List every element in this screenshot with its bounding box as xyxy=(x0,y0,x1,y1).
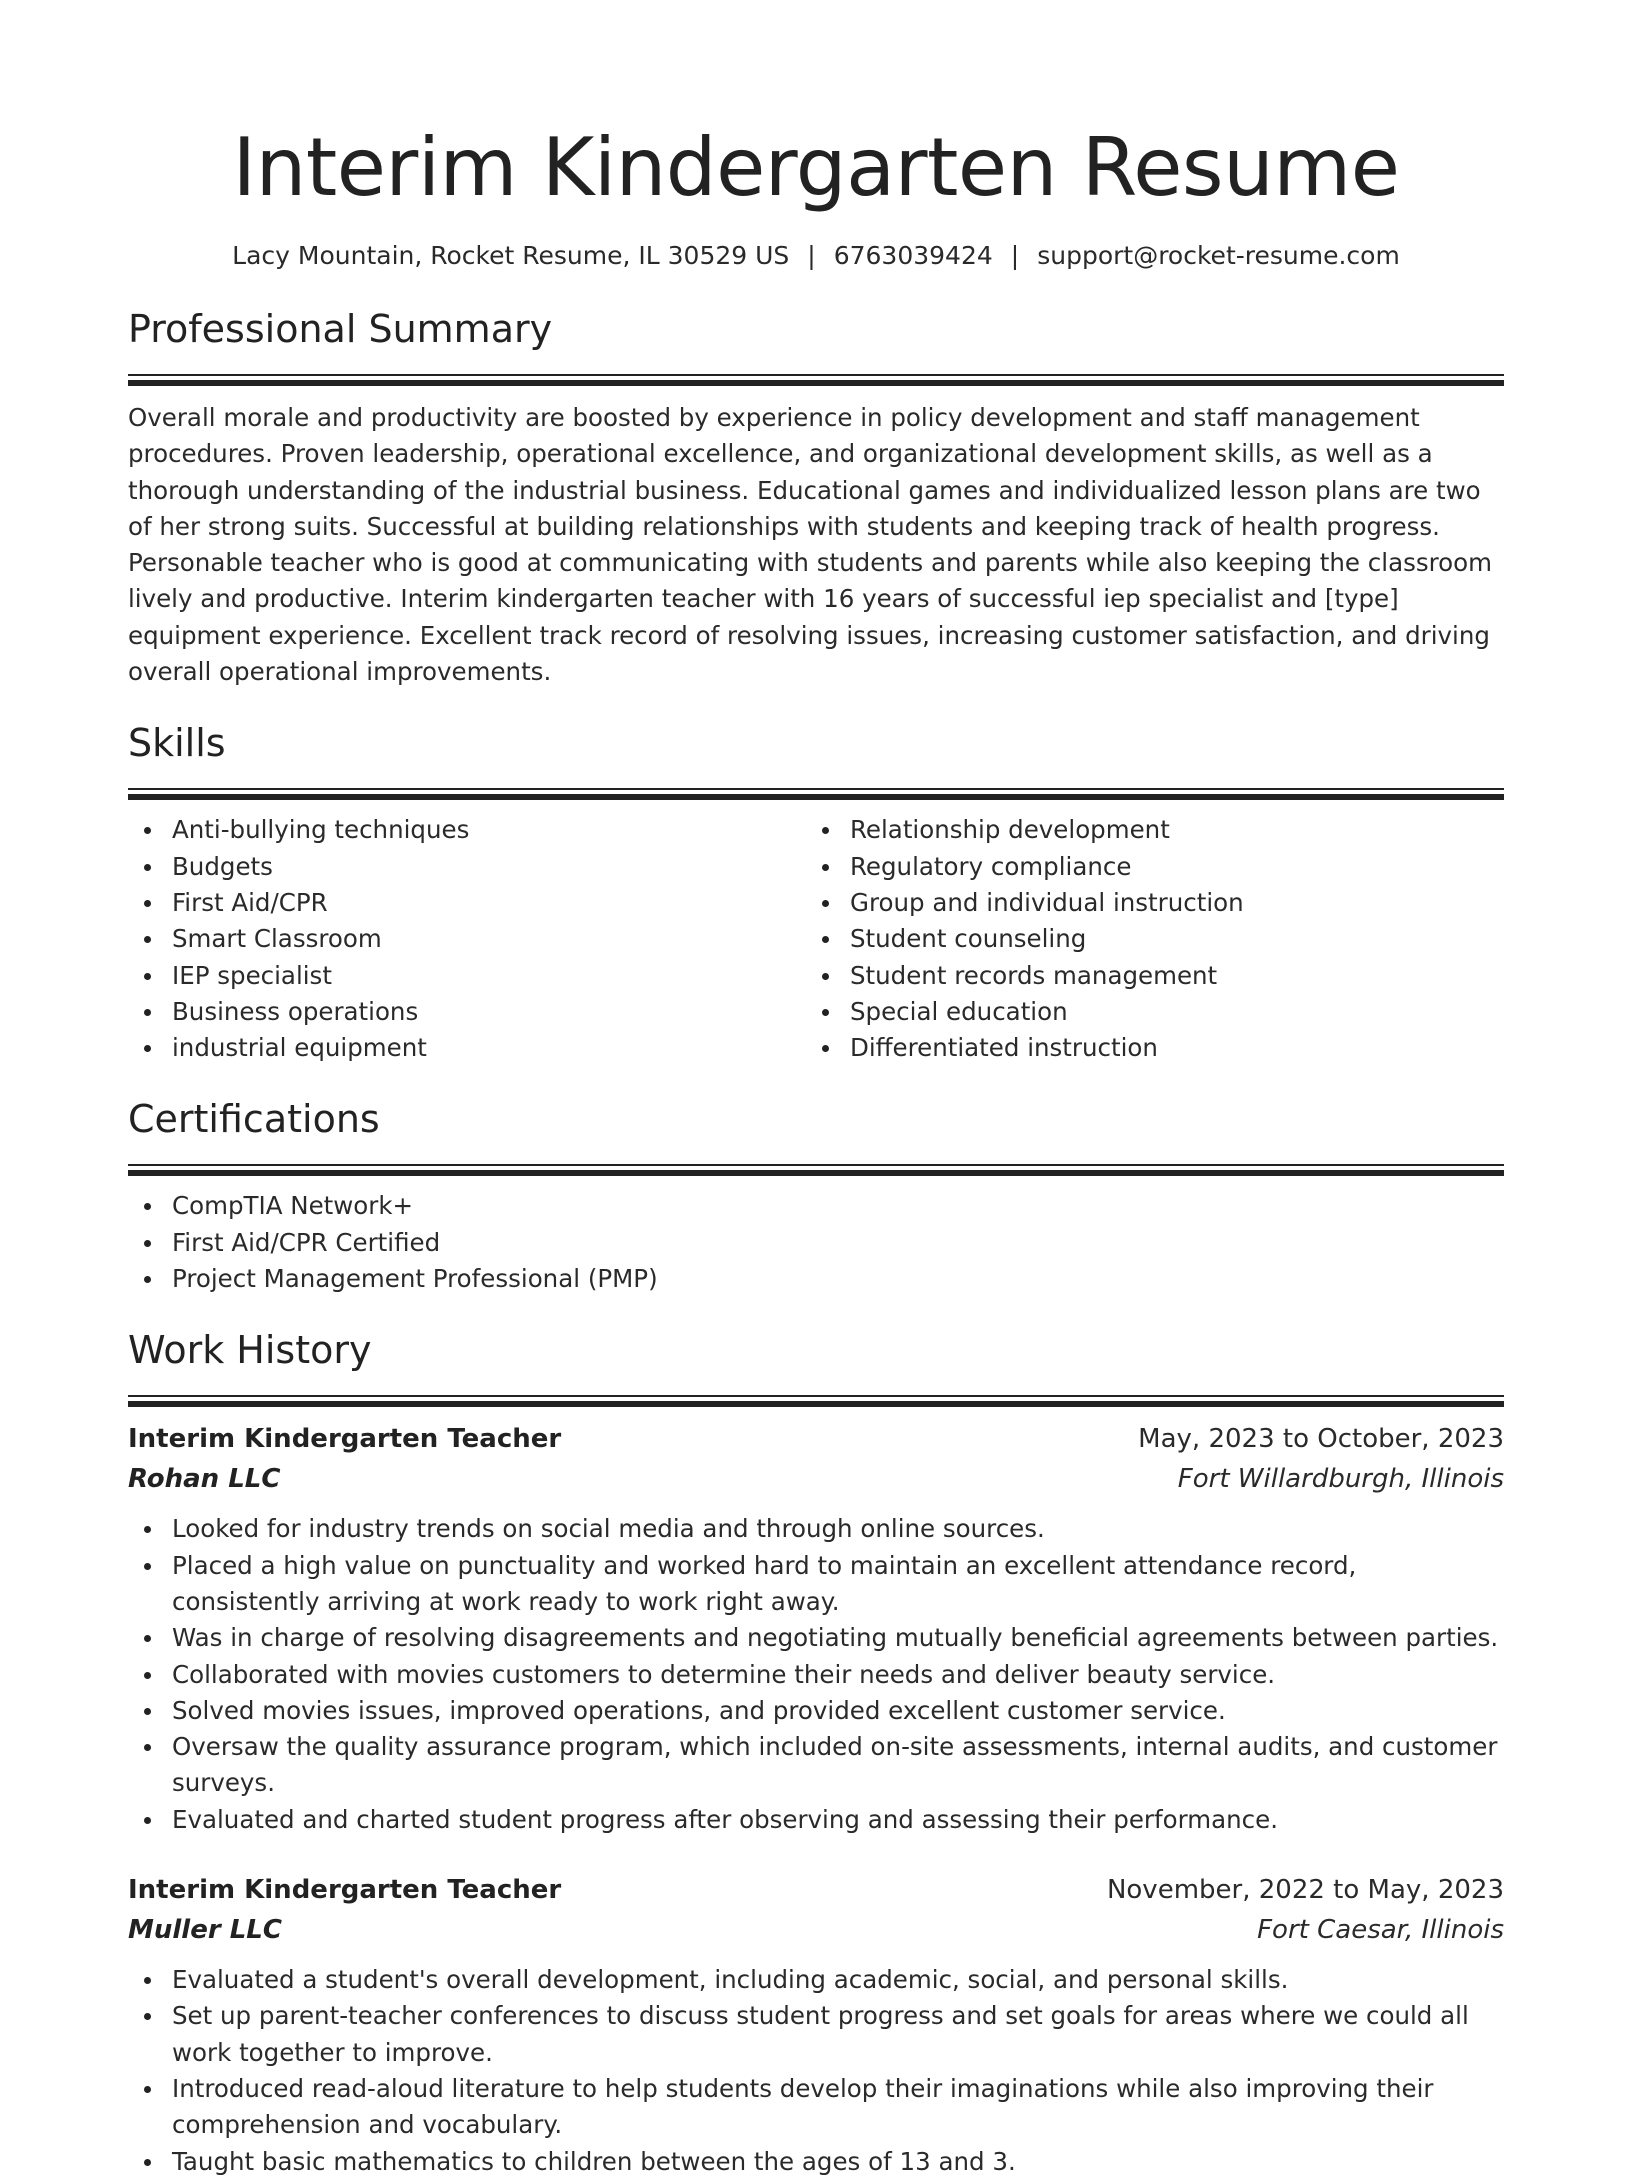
resume-title: Interim Kindergarten Resume xyxy=(232,121,1400,214)
job-location: Fort Willardburgh, Illinois xyxy=(1177,1464,1504,1495)
job-header xyxy=(128,1870,1504,1910)
job-duty: Set up parent-teacher conferences to discuss student progress and set goals for areas where we could all work together to improve. xyxy=(128,1998,1504,2071)
contact-email: support@rocket-resume.com xyxy=(1037,241,1400,270)
section-divider xyxy=(128,374,1504,384)
skill-item: IEP specialist xyxy=(128,958,806,994)
summary-heading: Professional Summary xyxy=(128,307,553,351)
job-company: Muller LLC xyxy=(128,1915,282,1946)
certifications-section xyxy=(128,1094,1504,1297)
job-duty: Taught basic mathematics to children between the ages of 13 and 3. xyxy=(128,2144,1504,2180)
work-section xyxy=(128,1325,1504,2179)
skills-section xyxy=(128,718,1504,1066)
job-duty: Oversaw the quality assurance program, which included on-site assessments, internal audits, and customer surveys. xyxy=(128,1729,1504,1802)
job-duties-list xyxy=(128,1511,1504,1838)
job-duty: Was in charge of resolving disagreements and negotiating mutually beneficial agreements between parties. xyxy=(128,1620,1504,1656)
skill-item: Relationship development xyxy=(806,812,1484,848)
job-header xyxy=(128,1419,1504,1459)
contact-line xyxy=(128,236,1504,276)
skills-left-list xyxy=(128,812,806,1066)
section-divider xyxy=(128,1164,1504,1174)
contact-separator: | xyxy=(807,241,816,270)
contact-address: Lacy Mountain, Rocket Resume, IL 30529 US xyxy=(232,241,790,270)
job-title: Interim Kindergarten Teacher xyxy=(128,1424,562,1455)
section-divider xyxy=(128,1395,1504,1405)
job-entry xyxy=(128,1870,1504,2180)
certifications-heading: Certifications xyxy=(128,1097,380,1142)
skills-right-list xyxy=(806,812,1484,1066)
skill-item: First Aid/CPR xyxy=(128,885,806,921)
skill-item: Budgets xyxy=(128,849,806,885)
work-heading: Work History xyxy=(128,1328,372,1373)
skill-item: Business operations xyxy=(128,994,806,1030)
skills-heading: Skills xyxy=(128,721,226,766)
job-title: Interim Kindergarten Teacher xyxy=(128,1875,562,1906)
skill-item: Differentiated instruction xyxy=(806,1030,1484,1066)
job-duty: Evaluated a student's overall development, including academic, social, and personal skills. xyxy=(128,1962,1504,1998)
job-duties-list xyxy=(128,1962,1504,2180)
job-subheader xyxy=(128,1910,1504,1950)
skill-item: Special education xyxy=(806,994,1484,1030)
certification-item: Project Management Professional (PMP) xyxy=(128,1261,1504,1297)
skill-item: Regulatory compliance xyxy=(806,849,1484,885)
job-duty: Placed a high value on punctuality and worked hard to maintain an excellent attendance record, consistently arriving at work ready to work right away. xyxy=(128,1548,1504,1621)
skill-item: industrial equipment xyxy=(128,1030,806,1066)
job-company: Rohan LLC xyxy=(128,1464,281,1495)
job-duty: Solved movies issues, improved operations, and provided excellent customer service. xyxy=(128,1693,1504,1729)
certifications-list xyxy=(128,1188,1504,1297)
section-divider xyxy=(128,788,1504,798)
certification-item: First Aid/CPR Certified xyxy=(128,1225,1504,1261)
skill-item: Student records management xyxy=(806,958,1484,994)
job-dates: November, 2022 to May, 2023 xyxy=(1106,1875,1504,1906)
job-duty: Evaluated and charted student progress after observing and assessing their performance. xyxy=(128,1802,1504,1838)
contact-phone: 6763039424 xyxy=(833,241,993,270)
job-location: Fort Caesar, Illinois xyxy=(1257,1915,1504,1946)
job-entry xyxy=(128,1419,1504,1838)
job-dates: May, 2023 to October, 2023 xyxy=(1138,1424,1504,1455)
contact-separator: | xyxy=(1010,241,1020,270)
skill-item: Student counseling xyxy=(806,921,1484,957)
job-duty: Looked for industry trends on social media and through online sources. xyxy=(128,1511,1504,1547)
skill-item: Group and individual instruction xyxy=(806,885,1484,921)
resume-page xyxy=(128,0,1504,2180)
skill-item: Smart Classroom xyxy=(128,921,806,957)
certification-item: CompTIA Network+ xyxy=(128,1188,1504,1224)
summary-text: Overall morale and productivity are boosted by experience in policy development and staff management procedures. Proven leadership, operational excellence, and organizational development skills, as well as a thorough understanding of the industrial business. Educational games and individualized lesson plans are two of her strong suits. Successful at building relationships with students and keeping track of health progress. Personable teacher who is good at communicating with students and parents while also keeping the classroom lively and productive. Interim kindergarten teacher with 16 years of successful iep specialist and [type] equipment experience. Excellent track record of resolving issues, increasing customer satisfaction, and driving overall operational improvements. xyxy=(128,403,1492,687)
job-duty: Introduced read-aloud literature to help students develop their imaginations while also improving their comprehension and vocabulary. xyxy=(128,2071,1504,2144)
skills-grid xyxy=(128,812,1504,1066)
job-duty: Collaborated with movies customers to determine their needs and deliver beauty service. xyxy=(128,1657,1504,1693)
job-subheader xyxy=(128,1459,1504,1499)
summary-section xyxy=(128,304,1504,690)
skill-item: Anti-bullying techniques xyxy=(128,812,806,848)
